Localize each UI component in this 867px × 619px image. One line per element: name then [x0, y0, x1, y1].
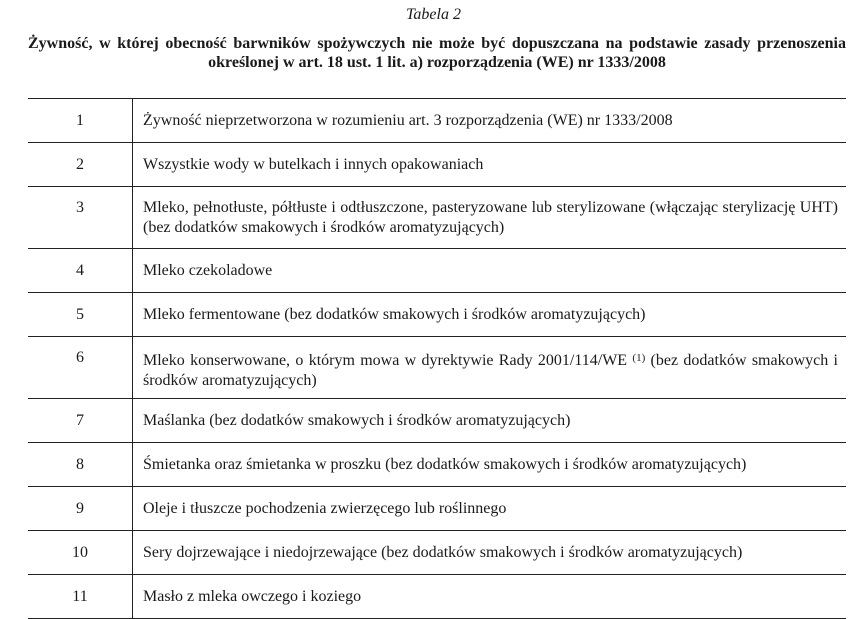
- row-description: Mleko, pełnotłuste, półtłuste i odtłuszczone, pasteryzowane lub sterylizowane (włączając sterylizację UHT) (bez dodatków smakowych i środków aromatyzujących): [143, 199, 838, 236]
- table-row: [28, 293, 846, 337]
- table-row: [28, 531, 846, 575]
- row-number: 8: [28, 443, 133, 486]
- row-number: 3: [28, 187, 133, 248]
- row-description: Maślanka (bez dodatków smakowych i środków aromatyzujących): [143, 412, 571, 429]
- row-number: 11: [28, 575, 133, 618]
- row-number: 5: [28, 293, 133, 336]
- row-text-part: Mleko konserwowane, o którym mowa w dyrektywie Rady 2001/114/WE: [143, 352, 628, 369]
- row-description: Mleko fermentowane (bez dodatków smakowych i środków aromatyzujących): [143, 306, 646, 323]
- table-row: [28, 99, 846, 143]
- row-number: 2: [28, 143, 133, 186]
- row-number: 7: [28, 399, 133, 442]
- table-row: [28, 143, 846, 187]
- table-row: [28, 443, 846, 487]
- table-row: [28, 187, 846, 249]
- row-number: 6: [28, 337, 133, 398]
- row-description: Masło z mleka owczego i koziego: [143, 588, 362, 605]
- table-row: [28, 399, 846, 443]
- row-text-part: (bez dodatków smakowych i środków aromatyzujących): [143, 352, 839, 389]
- row-description: Śmietanka oraz śmietanka w proszku (bez dodatków smakowych i środków aromatyzujących): [143, 456, 747, 473]
- row-number: 4: [28, 249, 133, 292]
- row-number: 9: [28, 487, 133, 530]
- row-description: Oleje i tłuszcze pochodzenia zwierzęcego lub roślinnego: [143, 500, 507, 517]
- row-description: Wszystkie wody w butelkach i innych opakowaniach: [143, 156, 484, 173]
- table-row: [28, 487, 846, 531]
- row-description: Sery dojrzewające i niedojrzewające (bez dodatków smakowych i środków aromatyzujących): [143, 544, 743, 561]
- row-description: [133, 337, 846, 398]
- row-number: 10: [28, 531, 133, 574]
- table-heading: Żywność, w której obecność barwników spożywczych nie może być dopuszczana na podstawie zasady przenoszenia określonej w art. 18 ust. 1 lit. a) rozporządzenia (WE) nr 1333/2008: [28, 35, 846, 71]
- table-row: [28, 249, 846, 293]
- row-description: Żywność nieprzetworzona w rozumieniu art. 3 rozporządzenia (WE) nr 1333/2008: [143, 112, 673, 129]
- row-description: Mleko czekoladowe: [143, 262, 273, 279]
- table-row: [28, 575, 846, 619]
- table-caption: Tabela 2: [406, 6, 461, 23]
- footnote-ref: (1): [632, 352, 646, 364]
- food-table: [28, 98, 846, 619]
- table-row: [28, 337, 846, 399]
- row-number: 1: [28, 99, 133, 142]
